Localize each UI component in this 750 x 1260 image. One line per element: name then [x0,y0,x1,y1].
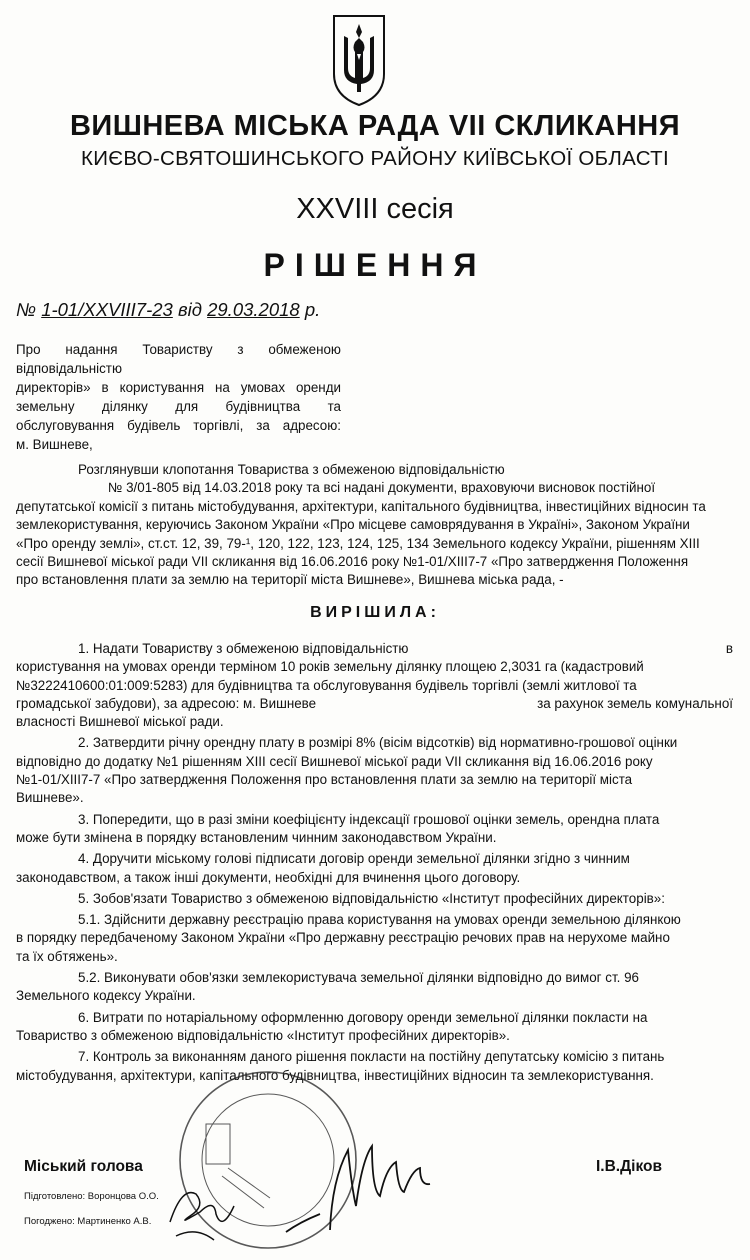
preamble-line: землекористування, керуючись Законом України «Про місцеве самоврядування в Україні», Законом України [16,517,690,533]
session-title: XXVIII сесія [296,193,454,225]
council-name: ВИШНЕВА МІСЬКА РАДА VII СКЛИКАННЯ [69,110,681,142]
resolved-heading: ВИРІШИЛА: [310,604,440,621]
item-line: в порядку передбаченому Законом України «Про державну реєстрацію речових прав на нерухоме майно [16,930,670,946]
item-line: Земельного кодексу України. [16,988,196,1004]
subject-line: Про надання Товариству з обмеженою [16,342,341,357]
item-line: користування на умовах оренди терміном 10 років земельну ділянку площею 2,3031 га (кадастровий [16,659,644,675]
preamble-line: № 3/01-805 від 14.03.2018 року та всі надані документи, враховуючи висновок постійної [108,480,656,496]
mayor-title: Міський голова [24,1158,143,1175]
mayor-signature-icon [286,1146,430,1232]
subject-line: директорів» в користування на умовах оренди [16,380,341,395]
item-line: громадської забудови), за адресою: м. Вишневе за рахунок земель комунальної [16,695,733,711]
preamble-line: сесії Вишневої міської ради VII скликання від 16.06.2016 року №1-01/XIII7-7 «Про затвердження Положення [16,554,689,570]
preamble-line: «Про оренду землі», ст.ст. 12, 39, 79-¹, 120, 122, 123, 124, 125, 134 Земельного кодексу України, рішенням XIII [16,535,700,551]
preamble-line: депутатської комісії з питань містобудування, архітектури, капітального будівництва, інвестиційних відносин та [16,498,706,514]
item-line: 3. Попередити, що в разі зміни коефіцієнту індексації грошової оцінки земель, орендна плата [78,811,660,827]
item-line: 2. Затвердити річну орендну плату в розмірі 8% (вісім відсотків) від нормативно-грошової оцінки [78,735,678,751]
decision-number-line [16,299,320,321]
item-line: 5.2. Виконувати обов'язки землекористувача земельної ділянки відповідно до вимог ст. 96 [78,970,639,986]
item-line: власності Вишневої міської ради. [16,714,224,730]
item-line: Товариство з обмеженою відповідальністю «Інститут професійних директорів». [16,1027,510,1043]
prepared-signature-icon [170,1193,234,1240]
number-prefix: № [16,299,37,320]
item-line: та їх обтяжень». [16,948,118,964]
document-title: РІШЕННЯ [263,247,487,283]
decision-date: 29.03.2018 [207,299,300,320]
subject-line: м. Вишневе, [16,437,93,452]
item-line: містобудування, архітектури, капітального будівництва, інвестиційних відносин та землекористування. [16,1067,654,1083]
preamble-line: Розглянувши клопотання Товариства з обмеженою відповідальністю [78,462,505,477]
official-stamp-icon [180,1072,356,1248]
subject-line: відповідальністю [16,361,122,376]
item-line: Вишневе». [16,790,84,806]
preamble [16,461,733,590]
decision-number: 1-01/XXVIII7-23 [41,299,173,320]
decision-subject [16,340,341,454]
coat-of-arms-icon [330,12,388,108]
item-line: 4. Доручити міському голові підписати договір оренди земельної ділянки згідно з чинним [78,851,630,867]
number-from: від [177,299,202,320]
item-line: №1-01/XIII7-7 «Про затвердження Положення про встановлення плати за землю на території міста [16,772,633,788]
prepared-by: Підготовлено: Воронцова О.О. [24,1191,159,1202]
item-line: відповідно до додатку №1 рішенням XIII сесії Вишневої міської ради VII скликання від 16.06.2016 року [16,753,653,769]
item-line: 7. Контроль за виконанням даного рішення покласти на постійну депутатську комісію з питань [78,1049,665,1065]
district-name: КИЄВО-СВЯТОШИНСЬКОГО РАЙОНУ КИЇВСЬКОЇ ОБЛАСТІ [81,147,669,170]
approved-by: Погоджено: Мартиненко А.В. [24,1216,152,1227]
item-line: законодавством, а також інші документи, необхідні для вчинення цього договору. [16,869,521,885]
number-suffix: р. [304,299,321,320]
item-line: 1. Надати Товариству з обмеженою відповідальністю в [78,641,733,656]
item-line: №3222410600:01:009:5283) для будівництва та обслуговування будівель торгівлі (землі житлової та [16,677,637,693]
item-line: 5.1. Здійснити державну реєстрацію права користування на умовах оренди земельною ділянкою [78,912,681,928]
subject-line: обслуговування будівель торгівлі, за адресою: [16,418,341,433]
mayor-name: І.В.Діков [596,1158,663,1175]
item-line: може бути змінена в порядку встановленим чинним законодавством України. [16,829,497,845]
decision-items [16,640,733,1085]
subject-line: земельну ділянку для будівництва та [16,399,341,414]
preamble-line: про встановлення плати за землю на території міста Вишневе», Вишнева міська рада, - [16,572,564,588]
item-line: 6. Витрати по нотаріальному оформленню договору оренди земельної ділянки покласти на [78,1009,648,1025]
item-line: 5. Зобов'язати Товариство з обмеженою відповідальністю «Інститут професійних директорів»: [78,890,665,906]
